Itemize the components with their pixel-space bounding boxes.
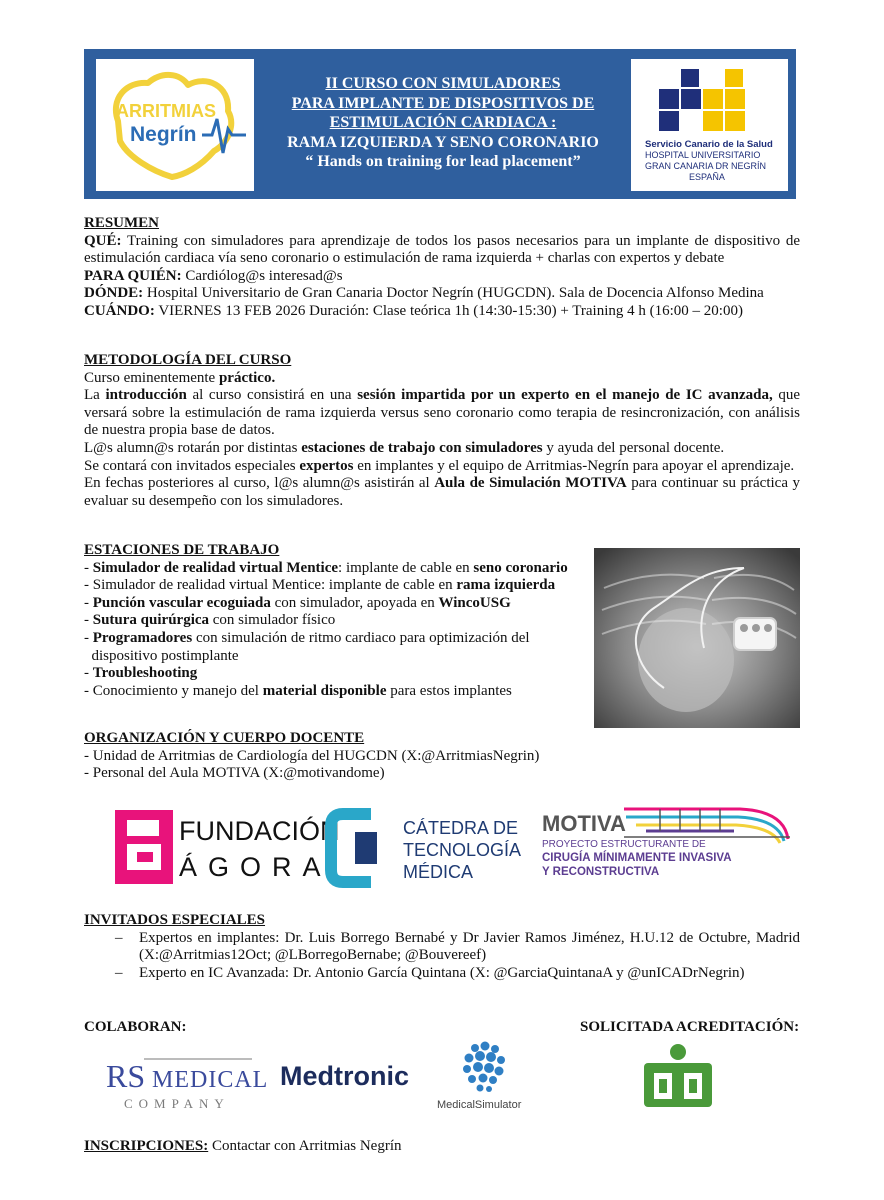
invitados-dash-1: – (115, 929, 123, 946)
medical-simulator-logo (435, 1040, 543, 1114)
medtronic-word: Medtronic (280, 1061, 410, 1091)
metodologia-p2-text-a: La (84, 387, 106, 404)
inscripciones-text: Contactar con Arritmias Negrín (208, 1138, 402, 1154)
organizacion-section (84, 730, 800, 783)
metodologia-p3-text-b: y ayuda del personal docente. (542, 439, 725, 456)
invitados-title: INVITADOS ESPECIALES (84, 912, 266, 928)
inscripciones-line (84, 1138, 401, 1155)
estacion-3-bold-b: WincoUSG (438, 594, 511, 611)
arritmias-negrin-logo-graphic (96, 59, 254, 191)
estacion-item-5-cont: dispositivo postimplante (84, 647, 239, 664)
metodologia-title: METODOLOGÍA DEL CURSO (84, 352, 292, 368)
estacion-5-bold: Programadores (92, 629, 193, 646)
title-line-2: PARA IMPLANTE DE DISPOSITIVOS DE (291, 94, 595, 112)
estacion-4-text: con simulador físico (209, 612, 336, 629)
catedra-line-2: TECNOLOGÍA (403, 840, 522, 860)
motiva-word: MOTIVA (542, 811, 626, 836)
estacion-1-text: : implante de cable en (338, 559, 474, 576)
que-paragraph (84, 233, 800, 268)
estacion-1-dash: - (84, 559, 93, 576)
title-line-1: II CURSO CON SIMULADORES (325, 75, 561, 92)
cuando-label: CUÁNDO: (84, 302, 155, 319)
resumen-section (84, 215, 800, 321)
invitados-item-2-text: Experto en IC Avanzada: Dr. Antonio García Quintana (X: @GarciaQuintanaA y @unICADrNegrin) (139, 964, 745, 981)
metodologia-p1-bold: práctico. (218, 369, 276, 386)
estacion-3-text: con simulador, apoyada en (270, 594, 439, 611)
invitados-dash-2: – (115, 964, 123, 981)
medtronic-logo (280, 1055, 420, 1095)
resumen-title: RESUMEN (84, 215, 160, 231)
agora-word: ÁGORA (179, 852, 332, 882)
hospital-logo-line-2: HOSPITAL UNIVERSITARIO (645, 150, 761, 160)
estacion-4-bold: Sutura quirúrgica (92, 612, 210, 629)
estaciones-section (84, 542, 584, 700)
invitados-section (84, 912, 800, 982)
organizacion-title: ORGANIZACIÓN Y CUERPO DOCENTE (84, 730, 365, 746)
scs-cross-icon (659, 69, 745, 131)
negrin-word: Negrín (130, 123, 197, 146)
metodologia-p2-text-b: al curso consistirá en una (186, 387, 358, 404)
cuando-paragraph (84, 303, 800, 321)
metodologia-p1 (84, 370, 800, 388)
invitados-item-1 (84, 930, 800, 965)
estacion-4-dash: - (84, 612, 93, 629)
estacion-item-3 (84, 595, 584, 613)
fundacion-agora-logo (115, 810, 340, 885)
motiva-line-3: Y RECONSTRUCTIVA (542, 866, 660, 878)
rs-word: RS (106, 1058, 146, 1094)
arritmias-word: ARRITMIAS (116, 101, 216, 121)
motiva-train-icon (624, 809, 788, 843)
metodologia-p3-text-a: L@s alumn@s rotarán por distintas (84, 439, 302, 456)
metodologia-p5-text-a: En fechas posteriores al curso, l@s alumn@s asistirán al (84, 475, 435, 492)
colaboran-title: COLABORAN: (84, 1019, 187, 1035)
que-text: Training con simuladores para aprendizaje de todos los pasos necesarios para un implante de dispositivo de estimulación cardiaca vía seno coronario o estimulación de rama izquierda + charlas con expertos y debate (84, 232, 801, 267)
inscripciones-label: INSCRIPCIONES: (84, 1138, 209, 1154)
metodologia-p2-text-c: que versará sobre la estimulación de rama izquierda versus seno coronario como terapia de resincronización, con análisis de nuestra propia base de datos. (84, 387, 800, 439)
hospital-logo-line-1: Servicio Canario de la Salud (645, 139, 773, 150)
donde-text: Hospital Universitario de Gran Canaria Doctor Negrín (HUGCDN). Sala de Docencia Alfonso Medina (146, 285, 764, 302)
rs-medical-graphic (104, 1054, 269, 1112)
estacion-2-text: - Simulador de realidad virtual Mentice: implante de cable en (84, 577, 457, 594)
chest-xray-graphic (594, 548, 800, 728)
acreditacion-title: SOLICITADA ACREDITACIÓN: (580, 1019, 800, 1035)
title-line-4: RAMA IZQUIERDA Y SENO CORONARIO (287, 133, 599, 151)
estacion-1-bold-a: Simulador de realidad virtual Mentice (92, 559, 339, 576)
estacion-3-bold-a: Punción vascular ecoguiada (92, 594, 271, 611)
metodologia-p4-text-a: Se contará con invitados especiales (84, 457, 300, 474)
hospital-logo-line-3: GRAN CANARIA DR NEGRÍN (645, 161, 767, 171)
estacion-3-dash: - (84, 594, 93, 611)
catedra-tecnologia-medica-logo (327, 808, 527, 888)
estacion-7-text-b: para estos implantes (386, 682, 512, 699)
metodologia-section (84, 352, 800, 510)
metodologia-p4 (84, 458, 800, 476)
arritmias-negrin-logo (96, 59, 254, 191)
pacemaker-device-icon (734, 618, 776, 650)
metodologia-p3-bold: estaciones de trabajo con simuladores (301, 439, 543, 456)
estacion-item-6 (84, 665, 584, 683)
estacion-7-bold: material disponible (262, 682, 387, 699)
estacion-item-7 (84, 683, 584, 701)
invitados-item-1-text: Expertos en implantes: Dr. Luis Borrego Bernabé y Dr Javier Ramos Jiménez, H.U.12 de Octubre, Madrid (X:@Arritmias12Oct; @LBorregoBernabe; @Bouvereef) (139, 929, 800, 964)
estacion-item-5 (84, 630, 584, 648)
course-title (262, 74, 624, 172)
estacion-item-2 (84, 577, 584, 595)
rs-medical-logo (104, 1054, 269, 1112)
medical-simulator-graphic (435, 1040, 543, 1114)
metodologia-p4-bold: expertos (299, 457, 354, 474)
para-quien-paragraph (84, 268, 800, 286)
estacion-item-1 (84, 560, 584, 578)
motiva-logo (540, 801, 792, 887)
metodologia-p5-text-b: para continuar su práctica y evaluar su desempeño con los simuladores. (84, 475, 800, 509)
estacion-1-bold-b: seno coronario (473, 559, 568, 576)
motiva-graphic (540, 801, 792, 887)
metodologia-p5 (84, 475, 800, 510)
chest-xray-image (594, 548, 800, 728)
estaciones-title: ESTACIONES DE TRABAJO (84, 542, 280, 558)
ecg-line-icon (202, 119, 246, 153)
hospital-logo-line-4: ESPAÑA (689, 172, 725, 182)
estacion-7-text-a: - Conocimiento y manejo del (84, 682, 263, 699)
fundacion-word: FUNDACIÓN (179, 816, 340, 846)
estacion-2-bold: rama izquierda (456, 577, 556, 594)
invitados-list (84, 930, 800, 983)
invitados-item-2 (84, 965, 800, 983)
estacion-5-text: con simulación de ritmo cardiaco para optimización del (192, 629, 530, 646)
catedra-line-3: MÉDICA (403, 862, 474, 882)
para-quien-label: PARA QUIÉN: (84, 267, 182, 284)
catedra-line-1: CÁTEDRA DE (403, 818, 519, 838)
acreditacion-graphic (640, 1043, 716, 1109)
donde-paragraph (84, 285, 800, 303)
que-label: QUÉ: (84, 232, 122, 249)
estacion-6-dash: - (84, 665, 93, 682)
catedra-graphic (327, 808, 527, 888)
acreditacion-logo (640, 1043, 716, 1109)
title-line-5: “ Hands on training for lead placement” (305, 153, 581, 170)
metodologia-p3 (84, 440, 800, 458)
metodologia-p2-bold-b: sesión impartida por un experto en el manejo de IC avanzada, (357, 387, 773, 404)
estacion-5-dash: - (84, 629, 93, 646)
medical-word: MEDICAL (152, 1067, 269, 1093)
company-word: COMPANY (124, 1096, 230, 1111)
organizacion-item-2: - Personal del Aula MOTIVA (X:@motivandome) (84, 765, 385, 782)
metodologia-p4-text-b: en implantes y el equipo de Arritmias-Negrín para apoyar el aprendizaje. (353, 457, 795, 474)
metodologia-p2-bold-a: introducción (105, 387, 187, 404)
estacion-item-4 (84, 612, 584, 630)
estacion-6-bold: Troubleshooting (92, 665, 198, 682)
medtronic-graphic (280, 1055, 420, 1095)
para-quien-text: Cardiólog@s interesad@s (185, 267, 343, 284)
metodologia-p2 (84, 387, 800, 440)
title-line-3: ESTIMULACIÓN CARDIACA : (329, 114, 557, 131)
fundacion-agora-graphic (115, 810, 340, 885)
donde-label: DÓNDE: (84, 285, 144, 302)
metodologia-p1-text: Curso eminentemente (84, 369, 219, 386)
hospital-logo-graphic (631, 59, 788, 191)
motiva-line-2: CIRUGÍA MÍNIMAMENTE INVASIVA (542, 852, 732, 864)
cuando-text: VIERNES 13 FEB 2026 Duración: Clase teórica 1h (14:30-15:30) + Training 4 h (16:00 – 20:00) (158, 302, 743, 319)
metodologia-p5-bold: Aula de Simulación MOTIVA (434, 475, 627, 492)
motiva-line-1: PROYECTO ESTRUCTURANTE DE (542, 839, 706, 850)
medsim-globe-icon (463, 1042, 505, 1093)
hospital-logo (631, 59, 788, 191)
organizacion-item-1: - Unidad de Arritmias de Cardiología del HUGCDN (X:@ArritmiasNegrin) (84, 747, 540, 764)
medsim-word: MedicalSimulator (437, 1099, 522, 1111)
